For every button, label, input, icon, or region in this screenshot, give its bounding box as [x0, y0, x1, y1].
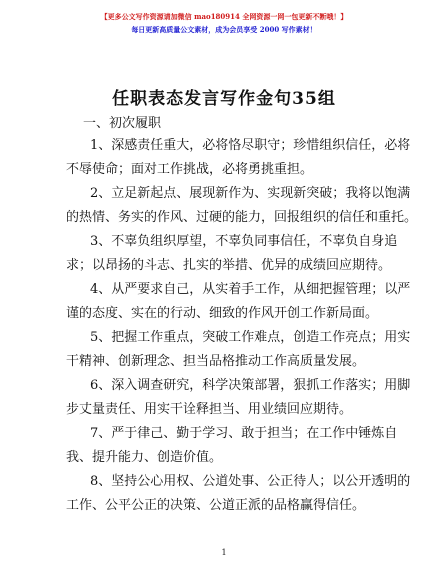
item-line: 的热情、务实的作风、过硬的能力，回报组织的信任和重托。: [66, 210, 418, 225]
item-line: 不辱使命；面对工作挑战，必将勇挑重担。: [66, 162, 314, 177]
promo-banner-blue: 每日更新高质量公文素材，成为会员享受 2000 写作素材！: [131, 25, 317, 34]
item-line: 干精神、创新理念、担当品格推动工作高质量发展。: [66, 354, 366, 369]
item-line: 步丈量责任、用实干诠释担当、用业绩回应期待。: [66, 402, 353, 417]
list-item: [66, 230, 398, 278]
item-line: 6、深入调查研究，科学决策部署，狠抓工作落实；用脚: [90, 378, 411, 393]
list-item: [66, 326, 411, 374]
page-title: 任职表态发言写作金句35组: [112, 89, 336, 109]
item-line: 1、深感责任重大，必将恪尽职守；珍惜组织信任，必将: [90, 138, 411, 153]
item-line: 8、坚持公心用权、公道处事、公正待人；以公开透明的: [90, 474, 411, 489]
list-item: [66, 134, 411, 182]
page-number: 1: [221, 548, 227, 557]
item-line: 3、不辜负组织厚望，不辜负同事信任，不辜负自身追: [90, 234, 398, 249]
item-line: 4、从严要求自己，从实着手工作，从细把握管理；以严: [90, 282, 411, 297]
list-item: [66, 374, 411, 422]
list-item: [66, 470, 411, 518]
promo-banner-red: 【更多公文写作资源请加微信 mao180914 全网资源一网一包更新不断哦！】: [100, 12, 348, 21]
item-line: 工作、公平公正的决策、公道正派的品格赢得信任。: [66, 498, 366, 513]
item-line: 2、立足新起点、展现新作为、实现新突破；我将以饱满: [90, 186, 411, 201]
item-line: 7、严于律己、勤于学习、敢于担当；在工作中锤炼自: [90, 426, 398, 441]
list-item: [66, 422, 398, 470]
list-item: [66, 182, 418, 230]
item-line: 求；以昂扬的斗志、扎实的举措、优异的成绩回应期待。: [66, 258, 392, 273]
item-line: 我、提升能力、创造价值。: [66, 450, 223, 465]
list-item: [66, 278, 411, 326]
section-heading: 一、初次履职: [83, 116, 162, 131]
item-line: 谨的态度、实在的行动、细致的作风开创工作新局面。: [66, 306, 379, 321]
item-line: 5、把握工作重点，突破工作难点，创造工作亮点；用实: [90, 330, 411, 345]
